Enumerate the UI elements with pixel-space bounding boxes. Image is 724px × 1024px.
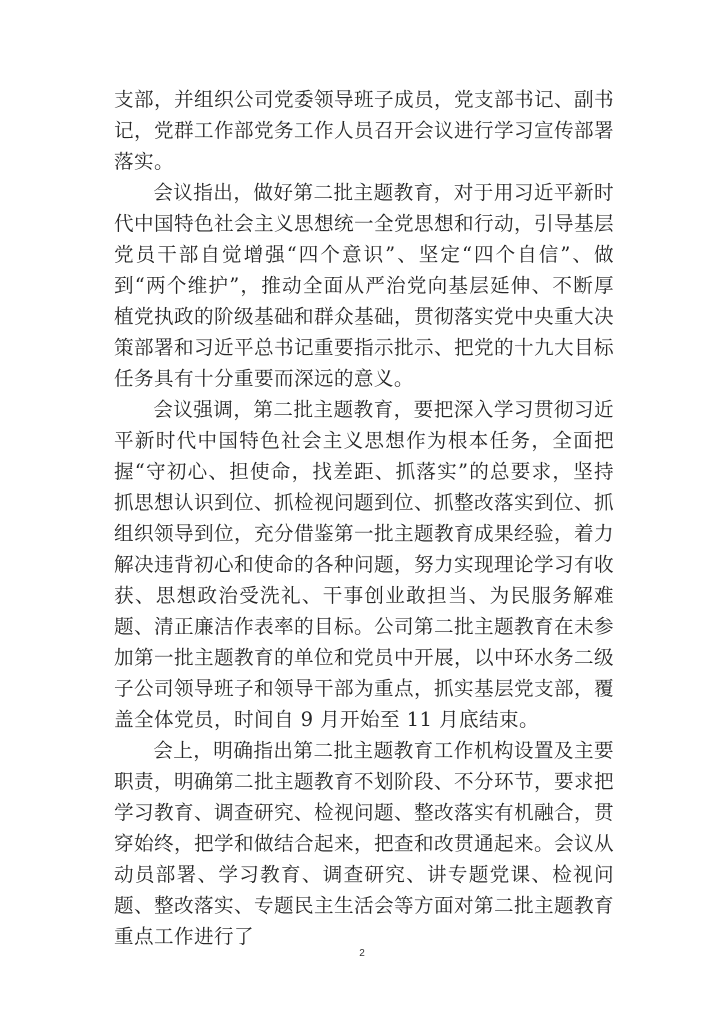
paragraph-3: 会议强调，第二批主题教育，要把深入学习贯彻习近平新时代中国特色社会主义思想作为根本任务，全面把握“守初心、担使命，找差距、抓落实”的总要求，坚持抓思想认识到位、抓检视问题到位、抓整改落实到位、抓组织领导到位，充分借鉴第一批主题教育成果经验，着力解决违背初心和使命的各种问题，努力实现理论学习有收获、思想政治受洗礼、干事创业敢担当、为民服务解难题、清正廉洁作表率的目标。公司第二批主题教育在未参加第一批主题教育的单位和党员中开展，以中环水务二级子公司领导班子和领导干部为重点，抓实基层党支部，覆盖全体党员，时间自 9 月开始至 11 月底结束。 [114, 398, 614, 731]
page-number: 2 [359, 948, 365, 959]
body-text [114, 84, 614, 952]
paragraph-4: 会上，明确指出第二批主题教育工作机构设置及主要职责，明确第二批主题教育不划阶段、不分环节，要求把学习教育、调查研究、检视问题、整改落实有机融合，贯穿始终，把学和做结合起来，把查和改贯通起来。会议从动员部署、学习教育、调查研究、讲专题党课、检视问题、整改落实、专题民主生活会等方面对第二批主题教育重点工作进行了 [114, 739, 614, 948]
paragraph-2: 会议指出，做好第二批主题教育，对于用习近平新时代中国特色社会主义思想统一全党思想和行动，引导基层党员干部自觉增强“四个意识”、坚定“四个自信”、做到“两个维护”，推动全面从严治党向基层延伸、不断厚植党执政的阶级基础和群众基础，贯彻落实党中央重大决策部署和习近平总书记重要指示批示、把党的十九大目标任务具有十分重要而深远的意义。 [114, 181, 614, 390]
paragraph-1: 支部，并组织公司党委领导班子成员，党支部书记、副书记，党群工作部党务工作人员召开会议进行学习宣传部署落实。 [114, 88, 614, 173]
